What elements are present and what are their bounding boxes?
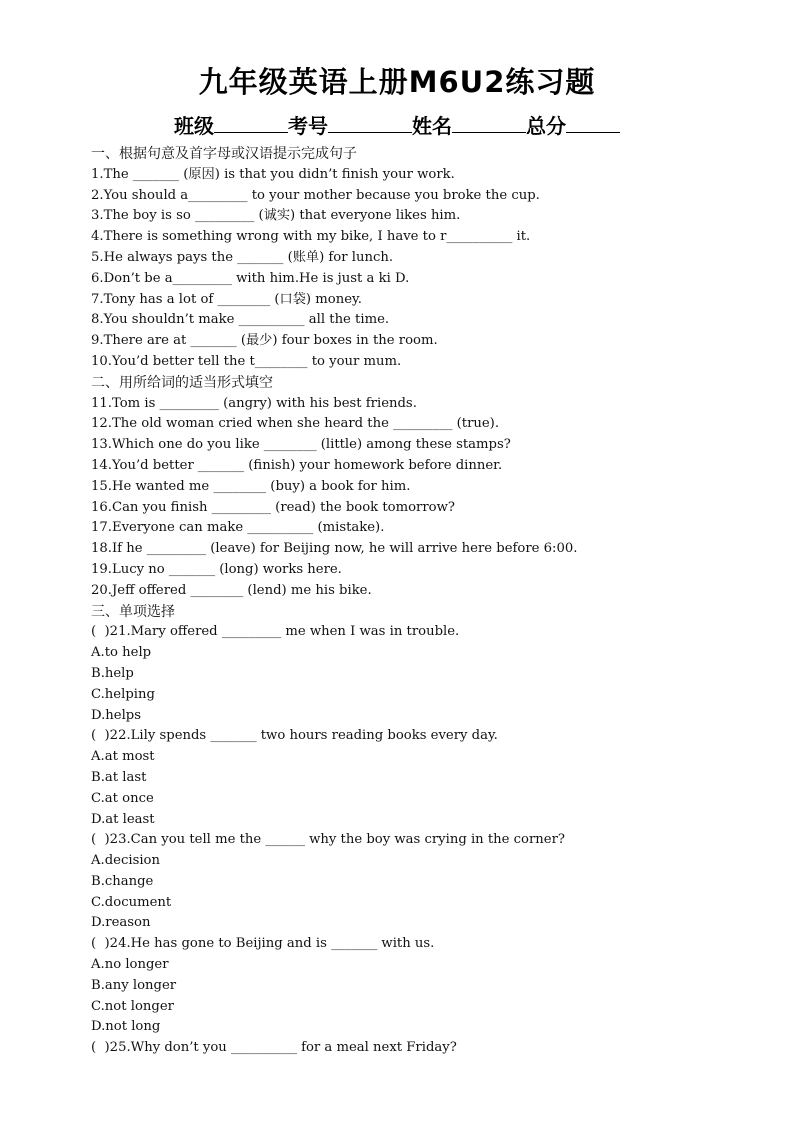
section-heading: 一、根据句意及首字母或汉语提示完成句子	[91, 146, 357, 162]
question-line: 15.He wanted me ________ (buy) a book for him.	[91, 478, 411, 494]
exam-no-blank[interactable]	[328, 114, 412, 133]
question-line: B.change	[91, 873, 154, 889]
section-heading: 二、用所给词的适当形式填空	[91, 374, 273, 391]
question-line: 6.Don’t be a_________ with him.He is just a ki D.	[91, 270, 410, 286]
question-line: A.no longer	[91, 957, 169, 973]
question-line: 2.You should a_________ to your mother because you broke the cup.	[91, 187, 540, 203]
question-line: D.at least	[91, 811, 155, 827]
question-line: 4.There is something wrong with my bike, I have to r__________ it.	[91, 229, 531, 245]
question-line: A.decision	[91, 853, 160, 869]
question-line: 20.Jeff offered ________ (lend) me his bike.	[91, 582, 372, 598]
question-line: ( )24.He has gone to Beijing and is _______ with us.	[91, 936, 435, 952]
score-blank[interactable]	[566, 114, 620, 133]
question-line: 19.Lucy no _______ (long) works here.	[91, 561, 342, 577]
question-line: ( )23.Can you tell me the ______ why the boy was crying in the corner?	[91, 832, 565, 848]
question-line: C.not longer	[91, 998, 174, 1014]
question-line: B.any longer	[91, 977, 177, 993]
question-line: D.reason	[91, 915, 151, 931]
question-line: 8.You shouldn’t make __________ all the time.	[91, 312, 390, 328]
question-line: 16.Can you finish _________ (read) the book tomorrow?	[91, 499, 455, 515]
question-list	[91, 144, 781, 1059]
section-heading: 三、单项选择	[91, 603, 175, 620]
question-line: A.at most	[91, 749, 155, 765]
question-line: ( )21.Mary offered _________ me when I was in trouble.	[91, 624, 460, 640]
question-line: C.at once	[91, 790, 154, 806]
question-line: 17.Everyone can make __________ (mistake).	[91, 520, 385, 536]
question-line: 9.There are at _______ (最少) four boxes in the room.	[91, 333, 438, 349]
question-line: A.to help	[91, 645, 152, 661]
question-line: ( )25.Why don’t you __________ for a meal next Friday?	[91, 1040, 457, 1056]
score-label: 总分	[526, 114, 566, 138]
question-line: 14.You’d better _______ (finish) your homework before dinner.	[91, 457, 503, 473]
class-blank[interactable]	[214, 114, 288, 133]
exam-no-label: 考号	[288, 114, 328, 138]
question-line: 3.The boy is so _________ (诚实) that everyone likes him.	[91, 208, 461, 224]
page-title: 九年级英语上册M6U2练习题	[198, 65, 596, 99]
question-line: B.help	[91, 665, 134, 681]
question-line: 11.Tom is _________ (angry) with his best friends.	[91, 395, 417, 411]
question-line: 13.Which one do you like ________ (little) among these stamps?	[91, 437, 511, 453]
question-line: ( )22.Lily spends _______ two hours reading books every day.	[91, 728, 498, 744]
question-line: D.helps	[91, 707, 142, 723]
question-line: 1.The _______ (原因) is that you didn’t finish your work.	[91, 166, 455, 182]
name-label: 姓名	[412, 114, 452, 138]
question-line: 18.If he _________ (leave) for Beijing now, he will arrive here before 6:00.	[91, 541, 578, 557]
question-line: B.at last	[91, 769, 147, 785]
name-blank[interactable]	[452, 114, 526, 133]
question-line: 7.Tony has a lot of ________ (口袋) money.	[91, 291, 362, 307]
class-label: 班级	[174, 114, 214, 138]
question-line: 12.The old woman cried when she heard the _________ (true).	[91, 416, 500, 432]
question-line: C.helping	[91, 686, 155, 702]
question-line: 10.You’d better tell the t________ to your mum.	[91, 353, 402, 369]
question-line: 5.He always pays the _______ (账单) for lunch.	[91, 249, 394, 265]
question-line: D.not long	[91, 1019, 161, 1035]
student-info-row	[0, 110, 794, 139]
question-line: C.document	[91, 894, 172, 910]
